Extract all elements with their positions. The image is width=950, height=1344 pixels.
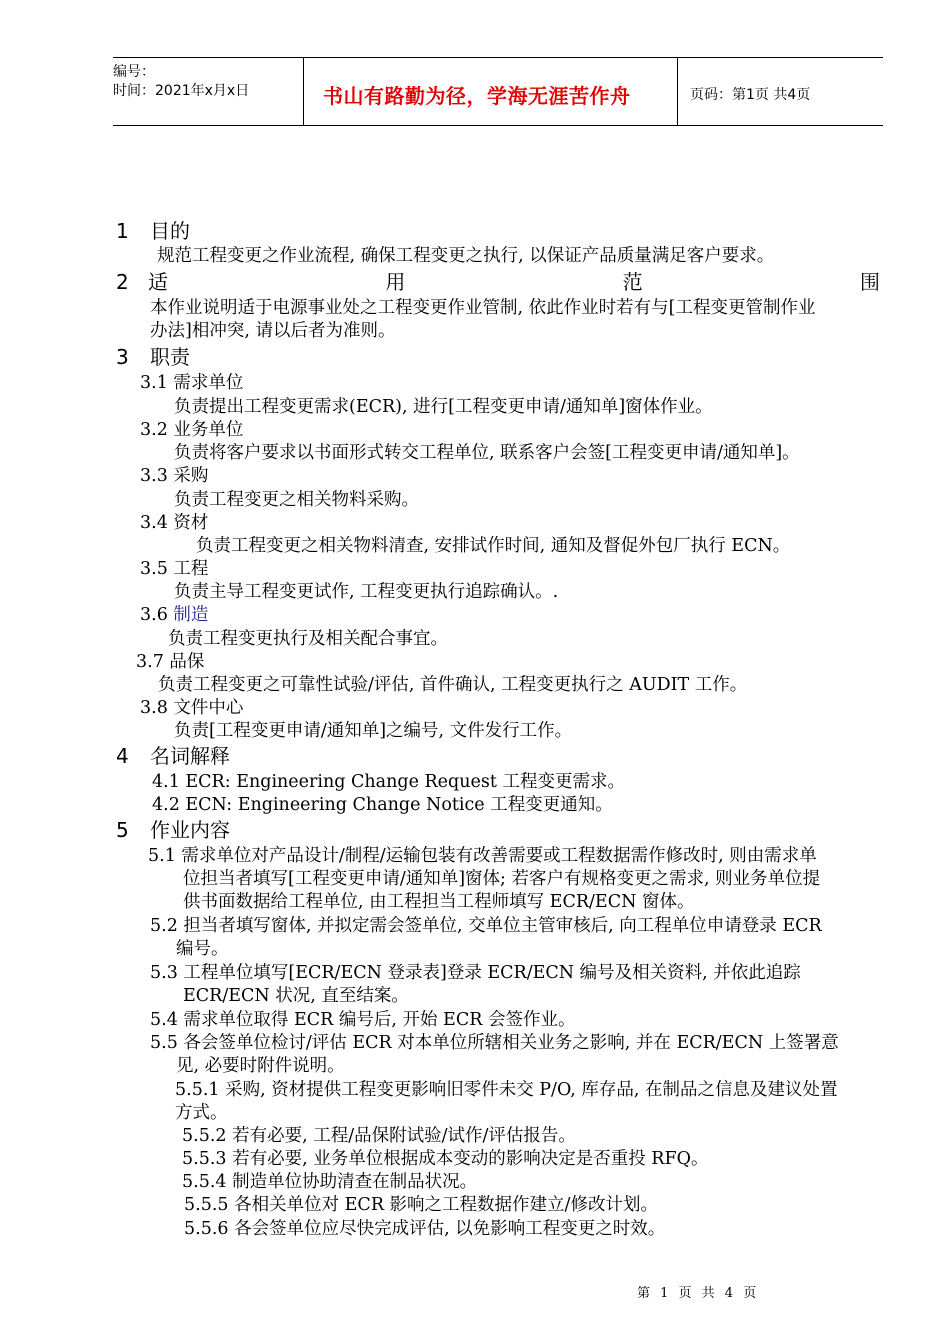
header-motto: 书山有路勤为径，学海无涯苦作舟	[323, 84, 631, 108]
section-number: 5	[116, 818, 129, 842]
section-title-char: 围	[859, 270, 880, 294]
section-title: 作业内容	[150, 818, 230, 842]
section-body-line: 办法]相冲突, 请以后者为准则。	[150, 321, 396, 341]
subsection-label: 3.2 业务单位	[140, 420, 244, 440]
subsection-label: 3.7 品保	[136, 652, 205, 672]
procedure-line: 5.2 担当者填写窗体, 并拟定需会签单位, 交单位主管审核后, 向工程单位申请登录 ECR	[150, 916, 822, 936]
section-title: 目的	[150, 219, 190, 243]
procedure-line: 5.1 需求单位对产品设计/制程/运输包装有改善需要或工程数据需作修改时, 则由需求单	[148, 846, 817, 866]
subsection-label	[140, 604, 208, 626]
definition-item: 4.2 ECN: Engineering Change Notice 工程变更通知。	[152, 795, 613, 815]
subsection-label-word: 制造	[173, 605, 209, 625]
subsection-label-number: 3.6	[140, 605, 174, 625]
header-bottom-rule	[113, 125, 883, 126]
definition-item: 4.1 ECR: Engineering Change Request 工程变更需求。	[152, 772, 625, 792]
procedure-line: 编号。	[176, 939, 229, 959]
header-divider-right	[677, 57, 678, 126]
procedure-line: 5.5.1 采购, 资材提供工程变更影响旧零件未交 P/O, 库存品, 在制品之信息及建议处置	[175, 1080, 838, 1100]
section-title-char: 范	[622, 270, 643, 294]
procedure-line: 5.5.3 若有必要, 业务单位根据成本变动的影响决定是否重投 RFQ。	[182, 1149, 709, 1169]
procedure-line: 5.5.5 各相关单位对 ECR 影响之工程数据作建立/修改计划。	[184, 1195, 658, 1215]
page-footer: 第 1 页 共 4 页	[637, 1286, 760, 1301]
subsection-label: 3.5 工程	[140, 559, 209, 579]
procedure-line: ECR/ECN 状况, 直至结案。	[183, 986, 409, 1006]
section-title-char: 适	[148, 270, 168, 294]
subsection-text: 负责工程变更执行及相关配合事宜。	[168, 629, 448, 649]
doc-time-label: 时间：2021年x月x日	[113, 83, 250, 99]
subsection-text: 负责主导工程变更试作, 工程变更执行追踪确认。.	[174, 582, 559, 602]
procedure-line: 供书面数据给工程单位, 由工程担当工程师填写 ECR/ECN 窗体。	[183, 892, 695, 912]
section-title: 名词解释	[150, 744, 230, 768]
procedure-line: 5.4 需求单位取得 ECR 编号后, 开始 ECR 会签作业。	[150, 1010, 576, 1030]
subsection-label: 3.8 文件中心	[140, 698, 244, 718]
subsection-label: 3.1 需求单位	[140, 373, 244, 393]
procedure-line: 5.3 工程单位填写[ECR/ECN 登录表]登录 ECR/ECN 编号及相关资料, 并依此追踪	[150, 963, 801, 983]
subsection-text: 负责[工程变更申请/通知单]之编号, 文件发行工作。	[174, 721, 573, 741]
procedure-line: 5.5 各会签单位检讨/评估 ECR 对本单位所辖相关业务之影响, 并在 ECR/ECN 上签署意	[150, 1033, 839, 1053]
subsection-text: 负责将客户要求以书面形式转交工程单位, 联系客户会签[工程变更申请/通知单]。	[174, 443, 800, 463]
procedure-line: 见, 必要时附件说明。	[176, 1056, 345, 1076]
subsection-text: 负责工程变更之相关物料清查, 安排试作时间, 通知及督促外包厂执行 ECN。	[196, 536, 791, 556]
section-title-char: 用	[385, 270, 406, 294]
section-body-line: 规范工程变更之作业流程, 确保工程变更之执行, 以保证产品质量满足客户要求。	[157, 246, 775, 266]
section-number: 3	[116, 345, 129, 369]
procedure-line: 方式。	[175, 1103, 228, 1123]
section-number: 2	[116, 270, 129, 294]
section-body-line: 本作业说明适于电源事业处之工程变更作业管制, 依此作业时若有与[工程变更管制作业	[150, 298, 816, 318]
section-number: 4	[116, 744, 129, 768]
procedure-line: 5.5.4 制造单位协助清查在制品状况。	[182, 1172, 478, 1192]
procedure-line: 位担当者填写[工程变更申请/通知单]窗体; 若客户有规格变更之需求, 则业务单位提	[183, 869, 821, 889]
section-title-spread	[148, 270, 880, 294]
subsection-text: 负责工程变更之可靠性试验/评估, 首件确认, 工程变更执行之 AUDIT 工作。	[158, 675, 748, 695]
subsection-text: 负责提出工程变更需求(ECR), 进行[工程变更申请/通知单]窗体作业。	[174, 397, 713, 417]
subsection-label: 3.4 资材	[140, 513, 209, 533]
subsection-label: 3.3 采购	[140, 466, 209, 486]
header-divider-left	[303, 57, 304, 126]
subsection-text: 负责工程变更之相关物料采购。	[174, 490, 419, 510]
procedure-line: 5.5.6 各会签单位应尽快完成评估, 以免影响工程变更之时效。	[184, 1219, 666, 1239]
section-number: 1	[116, 219, 129, 243]
section-title: 职责	[150, 345, 190, 369]
procedure-line: 5.5.2 若有必要, 工程/品保附试验/试作/评估报告。	[182, 1126, 576, 1146]
page-code: 页码：第1页 共4页	[690, 87, 811, 103]
doc-number-label: 编号：	[113, 64, 155, 80]
header-top-rule	[113, 57, 883, 58]
